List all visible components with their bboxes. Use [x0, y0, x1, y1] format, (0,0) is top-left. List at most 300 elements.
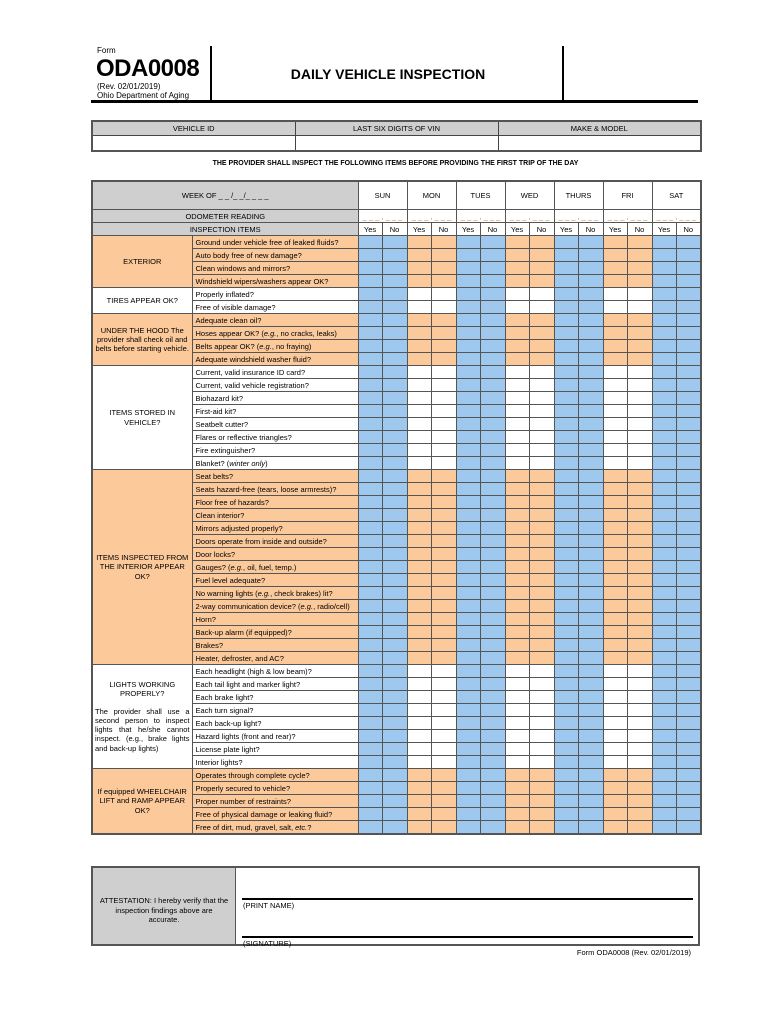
checkbox-no-sun[interactable]	[382, 522, 407, 535]
checkbox-yes-mon[interactable]	[407, 431, 431, 444]
checkbox-no-wed[interactable]	[529, 665, 554, 678]
checkbox-yes-wed[interactable]	[505, 548, 529, 561]
checkbox-no-wed[interactable]	[529, 327, 554, 340]
checkbox-yes-fri[interactable]	[603, 535, 627, 548]
checkbox-no-sun[interactable]	[382, 795, 407, 808]
checkbox-yes-fri[interactable]	[603, 639, 627, 652]
vin-field[interactable]	[295, 136, 498, 152]
checkbox-yes-wed[interactable]	[505, 288, 529, 301]
checkbox-yes-tues[interactable]	[456, 574, 480, 587]
checkbox-no-sun[interactable]	[382, 639, 407, 652]
checkbox-no-sat[interactable]	[676, 236, 701, 249]
checkbox-yes-tues[interactable]	[456, 821, 480, 835]
checkbox-no-fri[interactable]	[627, 418, 652, 431]
checkbox-yes-mon[interactable]	[407, 340, 431, 353]
checkbox-no-fri[interactable]	[627, 249, 652, 262]
checkbox-no-tues[interactable]	[480, 262, 505, 275]
checkbox-no-sun[interactable]	[382, 678, 407, 691]
checkbox-yes-sat[interactable]	[652, 704, 676, 717]
checkbox-no-wed[interactable]	[529, 288, 554, 301]
checkbox-no-sun[interactable]	[382, 613, 407, 626]
checkbox-yes-wed[interactable]	[505, 613, 529, 626]
checkbox-yes-tues[interactable]	[456, 353, 480, 366]
checkbox-yes-thurs[interactable]	[554, 236, 578, 249]
checkbox-yes-sat[interactable]	[652, 353, 676, 366]
checkbox-yes-wed[interactable]	[505, 769, 529, 782]
checkbox-yes-fri[interactable]	[603, 756, 627, 769]
checkbox-yes-wed[interactable]	[505, 405, 529, 418]
checkbox-yes-wed[interactable]	[505, 340, 529, 353]
checkbox-yes-fri[interactable]	[603, 626, 627, 639]
checkbox-yes-mon[interactable]	[407, 691, 431, 704]
checkbox-no-tues[interactable]	[480, 639, 505, 652]
checkbox-no-tues[interactable]	[480, 483, 505, 496]
checkbox-yes-fri[interactable]	[603, 249, 627, 262]
checkbox-yes-sat[interactable]	[652, 548, 676, 561]
checkbox-yes-sun[interactable]	[358, 535, 382, 548]
checkbox-no-sun[interactable]	[382, 288, 407, 301]
checkbox-no-sat[interactable]	[676, 418, 701, 431]
checkbox-no-sat[interactable]	[676, 275, 701, 288]
checkbox-yes-fri[interactable]	[603, 678, 627, 691]
checkbox-no-sun[interactable]	[382, 821, 407, 835]
checkbox-no-tues[interactable]	[480, 522, 505, 535]
checkbox-yes-sun[interactable]	[358, 431, 382, 444]
checkbox-yes-mon[interactable]	[407, 678, 431, 691]
checkbox-no-mon[interactable]	[431, 236, 456, 249]
checkbox-no-mon[interactable]	[431, 574, 456, 587]
checkbox-yes-mon[interactable]	[407, 353, 431, 366]
checkbox-yes-sun[interactable]	[358, 353, 382, 366]
checkbox-yes-tues[interactable]	[456, 613, 480, 626]
checkbox-no-thurs[interactable]	[578, 262, 603, 275]
checkbox-yes-wed[interactable]	[505, 691, 529, 704]
checkbox-no-mon[interactable]	[431, 613, 456, 626]
checkbox-no-fri[interactable]	[627, 808, 652, 821]
checkbox-no-tues[interactable]	[480, 327, 505, 340]
checkbox-yes-tues[interactable]	[456, 249, 480, 262]
checkbox-yes-sat[interactable]	[652, 379, 676, 392]
checkbox-no-fri[interactable]	[627, 548, 652, 561]
checkbox-yes-tues[interactable]	[456, 366, 480, 379]
checkbox-no-sat[interactable]	[676, 535, 701, 548]
checkbox-yes-fri[interactable]	[603, 743, 627, 756]
checkbox-no-sat[interactable]	[676, 249, 701, 262]
checkbox-no-fri[interactable]	[627, 782, 652, 795]
checkbox-yes-sun[interactable]	[358, 795, 382, 808]
checkbox-no-mon[interactable]	[431, 782, 456, 795]
odometer-field-sat[interactable]: _ _ _ , _ _ _	[652, 210, 701, 223]
checkbox-yes-wed[interactable]	[505, 743, 529, 756]
checkbox-yes-thurs[interactable]	[554, 340, 578, 353]
checkbox-no-mon[interactable]	[431, 717, 456, 730]
checkbox-yes-sat[interactable]	[652, 782, 676, 795]
checkbox-yes-tues[interactable]	[456, 678, 480, 691]
checkbox-yes-sat[interactable]	[652, 457, 676, 470]
checkbox-yes-sun[interactable]	[358, 470, 382, 483]
checkbox-yes-sun[interactable]	[358, 340, 382, 353]
checkbox-no-wed[interactable]	[529, 782, 554, 795]
checkbox-no-thurs[interactable]	[578, 821, 603, 835]
checkbox-no-fri[interactable]	[627, 314, 652, 327]
checkbox-yes-wed[interactable]	[505, 821, 529, 835]
print-name-line[interactable]	[242, 898, 693, 900]
checkbox-no-sat[interactable]	[676, 743, 701, 756]
checkbox-yes-mon[interactable]	[407, 457, 431, 470]
checkbox-yes-thurs[interactable]	[554, 470, 578, 483]
checkbox-no-fri[interactable]	[627, 730, 652, 743]
checkbox-yes-sun[interactable]	[358, 457, 382, 470]
checkbox-no-tues[interactable]	[480, 275, 505, 288]
checkbox-no-sat[interactable]	[676, 405, 701, 418]
checkbox-yes-fri[interactable]	[603, 340, 627, 353]
checkbox-yes-fri[interactable]	[603, 613, 627, 626]
checkbox-no-sat[interactable]	[676, 483, 701, 496]
checkbox-no-fri[interactable]	[627, 301, 652, 314]
checkbox-yes-thurs[interactable]	[554, 587, 578, 600]
checkbox-yes-sun[interactable]	[358, 665, 382, 678]
checkbox-no-thurs[interactable]	[578, 288, 603, 301]
checkbox-yes-fri[interactable]	[603, 821, 627, 835]
checkbox-no-sat[interactable]	[676, 782, 701, 795]
checkbox-no-tues[interactable]	[480, 392, 505, 405]
checkbox-no-sun[interactable]	[382, 392, 407, 405]
checkbox-no-thurs[interactable]	[578, 626, 603, 639]
checkbox-yes-mon[interactable]	[407, 561, 431, 574]
checkbox-yes-tues[interactable]	[456, 483, 480, 496]
checkbox-yes-sun[interactable]	[358, 379, 382, 392]
checkbox-no-fri[interactable]	[627, 509, 652, 522]
checkbox-no-wed[interactable]	[529, 574, 554, 587]
checkbox-yes-fri[interactable]	[603, 587, 627, 600]
checkbox-yes-tues[interactable]	[456, 704, 480, 717]
checkbox-yes-sat[interactable]	[652, 600, 676, 613]
checkbox-yes-sat[interactable]	[652, 236, 676, 249]
checkbox-yes-sun[interactable]	[358, 509, 382, 522]
checkbox-yes-fri[interactable]	[603, 522, 627, 535]
checkbox-yes-thurs[interactable]	[554, 522, 578, 535]
checkbox-yes-sat[interactable]	[652, 730, 676, 743]
checkbox-no-thurs[interactable]	[578, 301, 603, 314]
checkbox-no-sat[interactable]	[676, 548, 701, 561]
checkbox-no-tues[interactable]	[480, 457, 505, 470]
checkbox-no-fri[interactable]	[627, 340, 652, 353]
checkbox-no-sun[interactable]	[382, 314, 407, 327]
checkbox-no-mon[interactable]	[431, 678, 456, 691]
checkbox-yes-sat[interactable]	[652, 483, 676, 496]
checkbox-yes-tues[interactable]	[456, 288, 480, 301]
checkbox-yes-thurs[interactable]	[554, 405, 578, 418]
checkbox-no-tues[interactable]	[480, 821, 505, 835]
checkbox-no-mon[interactable]	[431, 301, 456, 314]
checkbox-yes-wed[interactable]	[505, 301, 529, 314]
checkbox-yes-wed[interactable]	[505, 639, 529, 652]
checkbox-no-sat[interactable]	[676, 301, 701, 314]
checkbox-yes-tues[interactable]	[456, 756, 480, 769]
checkbox-no-tues[interactable]	[480, 314, 505, 327]
checkbox-yes-fri[interactable]	[603, 444, 627, 457]
checkbox-yes-mon[interactable]	[407, 535, 431, 548]
checkbox-no-mon[interactable]	[431, 392, 456, 405]
checkbox-yes-wed[interactable]	[505, 587, 529, 600]
checkbox-no-tues[interactable]	[480, 548, 505, 561]
odometer-field-fri[interactable]: _ _ _ , _ _ _	[603, 210, 652, 223]
checkbox-no-sat[interactable]	[676, 496, 701, 509]
checkbox-yes-sun[interactable]	[358, 561, 382, 574]
checkbox-no-sat[interactable]	[676, 821, 701, 835]
checkbox-no-thurs[interactable]	[578, 717, 603, 730]
checkbox-no-mon[interactable]	[431, 444, 456, 457]
odometer-field-sun[interactable]: _ _ _ , _ _ _	[358, 210, 407, 223]
checkbox-no-mon[interactable]	[431, 249, 456, 262]
checkbox-no-sun[interactable]	[382, 808, 407, 821]
checkbox-yes-mon[interactable]	[407, 366, 431, 379]
checkbox-no-sat[interactable]	[676, 704, 701, 717]
checkbox-no-mon[interactable]	[431, 379, 456, 392]
checkbox-no-thurs[interactable]	[578, 587, 603, 600]
checkbox-yes-thurs[interactable]	[554, 327, 578, 340]
checkbox-no-tues[interactable]	[480, 808, 505, 821]
checkbox-no-sun[interactable]	[382, 704, 407, 717]
checkbox-yes-fri[interactable]	[603, 561, 627, 574]
checkbox-no-wed[interactable]	[529, 548, 554, 561]
checkbox-no-fri[interactable]	[627, 327, 652, 340]
checkbox-yes-tues[interactable]	[456, 470, 480, 483]
checkbox-yes-thurs[interactable]	[554, 275, 578, 288]
checkbox-yes-thurs[interactable]	[554, 691, 578, 704]
checkbox-no-wed[interactable]	[529, 756, 554, 769]
checkbox-yes-sat[interactable]	[652, 288, 676, 301]
checkbox-yes-mon[interactable]	[407, 262, 431, 275]
checkbox-no-fri[interactable]	[627, 431, 652, 444]
checkbox-yes-fri[interactable]	[603, 327, 627, 340]
checkbox-yes-wed[interactable]	[505, 522, 529, 535]
checkbox-no-thurs[interactable]	[578, 769, 603, 782]
checkbox-no-tues[interactable]	[480, 470, 505, 483]
checkbox-yes-sun[interactable]	[358, 808, 382, 821]
checkbox-yes-mon[interactable]	[407, 782, 431, 795]
checkbox-yes-thurs[interactable]	[554, 795, 578, 808]
checkbox-no-mon[interactable]	[431, 795, 456, 808]
checkbox-no-sun[interactable]	[382, 691, 407, 704]
checkbox-yes-tues[interactable]	[456, 522, 480, 535]
checkbox-no-sat[interactable]	[676, 600, 701, 613]
checkbox-yes-sun[interactable]	[358, 314, 382, 327]
checkbox-no-mon[interactable]	[431, 327, 456, 340]
checkbox-no-sun[interactable]	[382, 418, 407, 431]
checkbox-yes-sat[interactable]	[652, 340, 676, 353]
checkbox-yes-sun[interactable]	[358, 626, 382, 639]
checkbox-yes-wed[interactable]	[505, 730, 529, 743]
checkbox-yes-fri[interactable]	[603, 496, 627, 509]
checkbox-yes-fri[interactable]	[603, 717, 627, 730]
checkbox-yes-sun[interactable]	[358, 756, 382, 769]
checkbox-no-fri[interactable]	[627, 444, 652, 457]
checkbox-no-tues[interactable]	[480, 340, 505, 353]
checkbox-no-mon[interactable]	[431, 262, 456, 275]
checkbox-no-sat[interactable]	[676, 340, 701, 353]
checkbox-no-fri[interactable]	[627, 743, 652, 756]
checkbox-no-sun[interactable]	[382, 275, 407, 288]
checkbox-yes-tues[interactable]	[456, 639, 480, 652]
checkbox-no-fri[interactable]	[627, 379, 652, 392]
checkbox-yes-fri[interactable]	[603, 314, 627, 327]
checkbox-yes-sun[interactable]	[358, 548, 382, 561]
checkbox-no-thurs[interactable]	[578, 548, 603, 561]
checkbox-yes-thurs[interactable]	[554, 262, 578, 275]
checkbox-yes-wed[interactable]	[505, 704, 529, 717]
checkbox-yes-thurs[interactable]	[554, 626, 578, 639]
checkbox-yes-tues[interactable]	[456, 392, 480, 405]
checkbox-no-fri[interactable]	[627, 535, 652, 548]
checkbox-yes-sat[interactable]	[652, 275, 676, 288]
checkbox-yes-thurs[interactable]	[554, 548, 578, 561]
checkbox-yes-mon[interactable]	[407, 288, 431, 301]
checkbox-no-sat[interactable]	[676, 444, 701, 457]
checkbox-no-thurs[interactable]	[578, 444, 603, 457]
checkbox-no-wed[interactable]	[529, 561, 554, 574]
checkbox-no-sat[interactable]	[676, 457, 701, 470]
checkbox-no-wed[interactable]	[529, 587, 554, 600]
checkbox-no-tues[interactable]	[480, 379, 505, 392]
checkbox-no-tues[interactable]	[480, 561, 505, 574]
checkbox-yes-wed[interactable]	[505, 535, 529, 548]
checkbox-yes-tues[interactable]	[456, 379, 480, 392]
checkbox-yes-sun[interactable]	[358, 730, 382, 743]
checkbox-yes-fri[interactable]	[603, 691, 627, 704]
checkbox-no-thurs[interactable]	[578, 509, 603, 522]
checkbox-yes-sat[interactable]	[652, 509, 676, 522]
checkbox-no-fri[interactable]	[627, 483, 652, 496]
checkbox-yes-sun[interactable]	[358, 678, 382, 691]
checkbox-yes-sat[interactable]	[652, 314, 676, 327]
checkbox-no-sat[interactable]	[676, 730, 701, 743]
checkbox-no-sun[interactable]	[382, 574, 407, 587]
checkbox-no-fri[interactable]	[627, 704, 652, 717]
checkbox-yes-sat[interactable]	[652, 691, 676, 704]
checkbox-no-sat[interactable]	[676, 756, 701, 769]
checkbox-yes-sun[interactable]	[358, 496, 382, 509]
checkbox-no-sun[interactable]	[382, 353, 407, 366]
checkbox-no-thurs[interactable]	[578, 652, 603, 665]
checkbox-no-thurs[interactable]	[578, 392, 603, 405]
checkbox-no-sat[interactable]	[676, 509, 701, 522]
checkbox-yes-wed[interactable]	[505, 652, 529, 665]
checkbox-yes-mon[interactable]	[407, 704, 431, 717]
checkbox-no-thurs[interactable]	[578, 782, 603, 795]
checkbox-no-sat[interactable]	[676, 470, 701, 483]
checkbox-yes-wed[interactable]	[505, 327, 529, 340]
checkbox-yes-sun[interactable]	[358, 327, 382, 340]
signature-line[interactable]	[242, 936, 693, 938]
checkbox-yes-mon[interactable]	[407, 444, 431, 457]
checkbox-yes-fri[interactable]	[603, 405, 627, 418]
checkbox-no-fri[interactable]	[627, 717, 652, 730]
checkbox-yes-tues[interactable]	[456, 262, 480, 275]
checkbox-yes-sun[interactable]	[358, 405, 382, 418]
checkbox-no-mon[interactable]	[431, 288, 456, 301]
checkbox-yes-mon[interactable]	[407, 483, 431, 496]
checkbox-no-mon[interactable]	[431, 275, 456, 288]
checkbox-no-wed[interactable]	[529, 431, 554, 444]
checkbox-no-sun[interactable]	[382, 600, 407, 613]
make-model-field[interactable]	[498, 136, 701, 152]
checkbox-no-mon[interactable]	[431, 626, 456, 639]
checkbox-no-wed[interactable]	[529, 314, 554, 327]
checkbox-yes-thurs[interactable]	[554, 678, 578, 691]
checkbox-no-wed[interactable]	[529, 392, 554, 405]
checkbox-yes-sat[interactable]	[652, 470, 676, 483]
checkbox-no-wed[interactable]	[529, 704, 554, 717]
checkbox-yes-wed[interactable]	[505, 392, 529, 405]
checkbox-no-thurs[interactable]	[578, 496, 603, 509]
checkbox-no-thurs[interactable]	[578, 678, 603, 691]
checkbox-no-mon[interactable]	[431, 665, 456, 678]
checkbox-no-mon[interactable]	[431, 496, 456, 509]
checkbox-no-wed[interactable]	[529, 808, 554, 821]
checkbox-no-sat[interactable]	[676, 392, 701, 405]
checkbox-no-wed[interactable]	[529, 483, 554, 496]
checkbox-yes-thurs[interactable]	[554, 379, 578, 392]
checkbox-no-sun[interactable]	[382, 769, 407, 782]
checkbox-yes-mon[interactable]	[407, 587, 431, 600]
checkbox-no-sun[interactable]	[382, 665, 407, 678]
checkbox-yes-tues[interactable]	[456, 301, 480, 314]
checkbox-no-wed[interactable]	[529, 249, 554, 262]
checkbox-yes-mon[interactable]	[407, 327, 431, 340]
checkbox-yes-sun[interactable]	[358, 652, 382, 665]
checkbox-no-fri[interactable]	[627, 470, 652, 483]
checkbox-yes-sat[interactable]	[652, 574, 676, 587]
checkbox-no-tues[interactable]	[480, 444, 505, 457]
checkbox-yes-sat[interactable]	[652, 301, 676, 314]
checkbox-yes-sun[interactable]	[358, 444, 382, 457]
checkbox-yes-mon[interactable]	[407, 392, 431, 405]
checkbox-yes-sat[interactable]	[652, 743, 676, 756]
checkbox-yes-thurs[interactable]	[554, 756, 578, 769]
checkbox-yes-sat[interactable]	[652, 496, 676, 509]
checkbox-yes-thurs[interactable]	[554, 808, 578, 821]
checkbox-no-thurs[interactable]	[578, 795, 603, 808]
checkbox-yes-thurs[interactable]	[554, 769, 578, 782]
checkbox-yes-mon[interactable]	[407, 613, 431, 626]
checkbox-no-wed[interactable]	[529, 418, 554, 431]
checkbox-no-wed[interactable]	[529, 379, 554, 392]
checkbox-no-mon[interactable]	[431, 730, 456, 743]
checkbox-no-fri[interactable]	[627, 405, 652, 418]
checkbox-yes-wed[interactable]	[505, 626, 529, 639]
checkbox-yes-sun[interactable]	[358, 743, 382, 756]
checkbox-no-tues[interactable]	[480, 301, 505, 314]
checkbox-yes-mon[interactable]	[407, 379, 431, 392]
checkbox-no-wed[interactable]	[529, 340, 554, 353]
checkbox-yes-fri[interactable]	[603, 600, 627, 613]
checkbox-yes-fri[interactable]	[603, 808, 627, 821]
checkbox-no-tues[interactable]	[480, 431, 505, 444]
checkbox-no-tues[interactable]	[480, 704, 505, 717]
checkbox-yes-fri[interactable]	[603, 704, 627, 717]
checkbox-no-sun[interactable]	[382, 483, 407, 496]
checkbox-yes-thurs[interactable]	[554, 730, 578, 743]
checkbox-no-tues[interactable]	[480, 665, 505, 678]
checkbox-no-tues[interactable]	[480, 691, 505, 704]
checkbox-no-sun[interactable]	[382, 262, 407, 275]
checkbox-yes-thurs[interactable]	[554, 314, 578, 327]
checkbox-no-sun[interactable]	[382, 626, 407, 639]
checkbox-yes-thurs[interactable]	[554, 717, 578, 730]
checkbox-no-mon[interactable]	[431, 561, 456, 574]
checkbox-yes-tues[interactable]	[456, 795, 480, 808]
